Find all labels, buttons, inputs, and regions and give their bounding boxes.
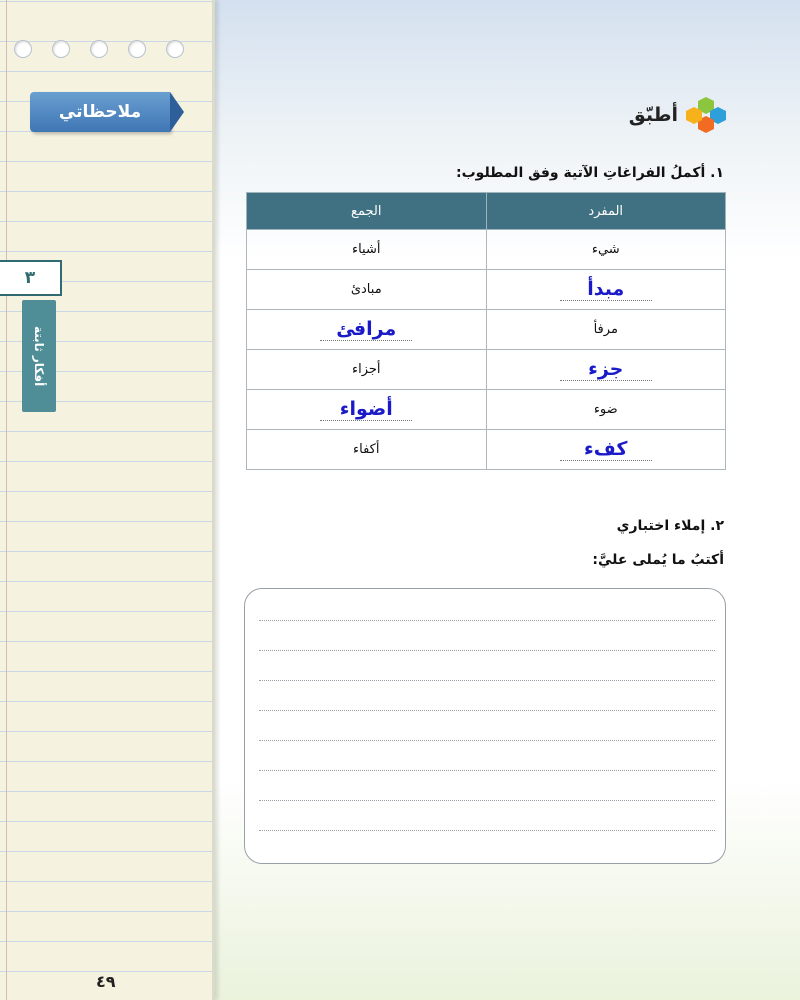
section-title: أطبّق bbox=[628, 104, 678, 126]
writing-line[interactable] bbox=[259, 800, 715, 801]
writing-line[interactable] bbox=[259, 710, 715, 711]
plural-text: أجزاء bbox=[351, 362, 381, 377]
main-content bbox=[212, 0, 800, 1000]
cell-plural bbox=[247, 230, 487, 270]
singular-text: مرفأ bbox=[593, 322, 618, 337]
writing-line[interactable] bbox=[259, 620, 715, 621]
cell-plural bbox=[247, 270, 487, 310]
page-number: ٤٩ bbox=[96, 972, 116, 991]
writing-line[interactable] bbox=[259, 770, 715, 771]
table-header-row bbox=[247, 193, 726, 230]
unit-title-tab: أفكار ثابتة bbox=[22, 300, 56, 412]
notes-label: ملاحظاتي bbox=[58, 102, 142, 122]
writing-line[interactable] bbox=[259, 740, 715, 741]
binder-hole bbox=[166, 40, 184, 58]
handwritten-answer: أضواء bbox=[320, 398, 412, 421]
cell-plural bbox=[247, 430, 487, 470]
binder-hole bbox=[90, 40, 108, 58]
singular-text: ضوء bbox=[593, 402, 618, 417]
cell-singular[interactable] bbox=[486, 430, 726, 470]
singular-plural-table bbox=[246, 192, 726, 470]
header-plural: الجمع bbox=[247, 193, 487, 230]
header-singular: المفرد bbox=[486, 193, 726, 230]
writing-line[interactable] bbox=[259, 650, 715, 651]
question-2-title: ٢. إملاء اختباري bbox=[616, 518, 724, 534]
cell-plural bbox=[247, 350, 487, 390]
margin-line bbox=[6, 0, 7, 1000]
table-row bbox=[247, 270, 726, 310]
binder-holes bbox=[14, 40, 184, 58]
cell-plural[interactable] bbox=[247, 310, 487, 350]
table-row bbox=[247, 430, 726, 470]
binder-hole bbox=[52, 40, 70, 58]
cell-plural[interactable] bbox=[247, 390, 487, 430]
binder-hole bbox=[128, 40, 146, 58]
plural-text: مبادئ bbox=[350, 282, 382, 297]
handwritten-answer: كفء bbox=[560, 438, 652, 461]
cell-singular[interactable] bbox=[486, 270, 726, 310]
handwritten-answer: مرافئ bbox=[320, 318, 412, 341]
cell-singular[interactable] bbox=[486, 350, 726, 390]
notes-sidebar bbox=[0, 0, 215, 1000]
cell-singular bbox=[486, 390, 726, 430]
singular-text: شيء bbox=[591, 242, 620, 257]
writing-line[interactable] bbox=[259, 830, 715, 831]
question-1-title: ١. أكملُ الفراغاتِ الآتية وفق المطلوب: bbox=[456, 165, 724, 181]
hexagon-cluster-icon bbox=[684, 95, 728, 135]
table-row bbox=[247, 350, 726, 390]
unit-number-badge: ٣ bbox=[0, 260, 62, 296]
notes-tab bbox=[30, 92, 170, 132]
handwritten-answer: مبدأ bbox=[560, 278, 652, 301]
plural-text: أشياء bbox=[351, 242, 381, 257]
plural-text: أكفاء bbox=[353, 442, 380, 457]
question-2-instruction: أكتبُ ما يُملى عليَّ: bbox=[592, 552, 724, 568]
writing-line[interactable] bbox=[259, 680, 715, 681]
handwritten-answer: جزء bbox=[560, 358, 652, 381]
table-row bbox=[247, 310, 726, 350]
cell-singular bbox=[486, 230, 726, 270]
cell-singular bbox=[486, 310, 726, 350]
binder-hole bbox=[14, 40, 32, 58]
table-row bbox=[247, 390, 726, 430]
notes-tab-corner bbox=[170, 92, 184, 132]
table-row bbox=[247, 230, 726, 270]
dictation-writing-box[interactable] bbox=[244, 588, 726, 864]
